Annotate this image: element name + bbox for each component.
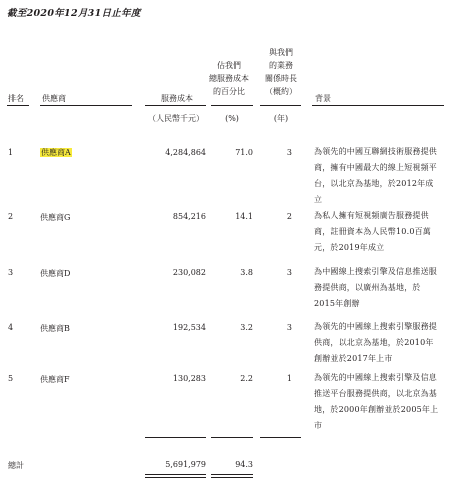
header-rule-cost	[145, 105, 206, 106]
row-background: 為私人擁有短視頻廣告服務提供商，註冊資本為人民幣10.0百萬元，於2019年成立	[314, 211, 432, 252]
header-years-line4: （概約）	[265, 87, 297, 96]
row-years: 1	[286, 374, 292, 383]
row-cost: 854,216	[172, 212, 206, 221]
header-rule-rank	[7, 105, 29, 106]
row-pct: 3.8	[240, 268, 253, 277]
row-supplier: 供應商B	[40, 324, 70, 333]
row-rank: 1	[8, 148, 14, 157]
row-supplier: 供應商G	[40, 213, 71, 222]
row-pct: 71.0	[235, 148, 253, 157]
header-rule-pct	[211, 105, 253, 106]
header-pct-line1: 佔我們	[217, 61, 241, 70]
header-pct-line2: 總服務成本	[209, 74, 249, 83]
header-rank: 排名	[8, 94, 24, 103]
unit-years: (年)	[273, 114, 289, 123]
unit-pct: (%)	[225, 114, 239, 123]
header-pct	[200, 59, 258, 98]
row-background: 為領先的中國線上搜索引擎及信息推送平台服務提供商，以北京為基地，於2000年創辦並於2005年上市	[314, 373, 439, 430]
row-cost: 130,283	[172, 374, 206, 383]
total-double-rule-pct-1	[211, 474, 253, 475]
row-cost: 230,082	[172, 268, 206, 277]
total-label: 總計	[8, 461, 24, 470]
row-background: 為中國線上搜索引擎及信息推送服務提供商，以廣州為基地，於2015年創辦	[314, 267, 437, 308]
total-double-rule-cost-1	[145, 474, 206, 475]
total-pct: 94.3	[235, 460, 253, 469]
row-years: 3	[286, 268, 292, 277]
header-rule-supplier	[40, 105, 132, 106]
header-rule-years	[260, 105, 301, 106]
header-years-line1: 與我們	[269, 48, 293, 57]
header-years-line3: 關係時長	[265, 74, 297, 83]
row-rank: 4	[8, 323, 14, 332]
header-background: 背景	[315, 94, 331, 103]
table-title: 截至2020年12月31日止年度	[7, 8, 141, 19]
header-years-line2: 的業務	[269, 61, 293, 70]
row-background: 為領先的中國互聯網技術服務提供商，擁有中國最大的線上短視頻平台，以北京為基地，於2012年成立	[314, 147, 437, 204]
row-pct: 3.2	[240, 323, 253, 332]
subtotal-rule-cost	[145, 437, 206, 438]
header-years	[259, 46, 303, 98]
total-double-rule-cost-2	[145, 477, 206, 478]
total-cost: 5,691,979	[165, 460, 206, 469]
row-years: 2	[286, 212, 292, 221]
row-supplier: 供應商F	[40, 375, 70, 384]
row-cost: 4,284,864	[165, 148, 206, 157]
row-cost: 192,534	[172, 323, 206, 332]
header-rule-background	[312, 105, 444, 106]
row-rank: 2	[8, 212, 14, 221]
header-pct-line3: 的百分比	[213, 87, 245, 96]
subtotal-rule-years	[260, 437, 301, 438]
row-pct: 14.1	[235, 212, 253, 221]
supplier-highlight: 供應商A	[41, 148, 71, 157]
total-double-rule-pct-2	[211, 477, 253, 478]
row-pct: 2.2	[240, 374, 253, 383]
header-cost: 服務成本	[161, 94, 193, 103]
row-supplier: 供應商D	[40, 269, 71, 278]
subtotal-rule-pct	[211, 437, 253, 438]
row-years: 3	[286, 323, 292, 332]
row-rank: 5	[8, 374, 14, 383]
row-supplier	[40, 147, 72, 158]
row-background: 為領先的中國線上搜索引擎服務提供商，以北京為基地，於2010年創辦並於2017年上市	[314, 322, 437, 363]
unit-cost: （人民幣千元）	[148, 114, 204, 123]
header-supplier: 供應商	[42, 94, 66, 103]
row-years: 3	[286, 148, 292, 157]
row-rank: 3	[8, 268, 14, 277]
